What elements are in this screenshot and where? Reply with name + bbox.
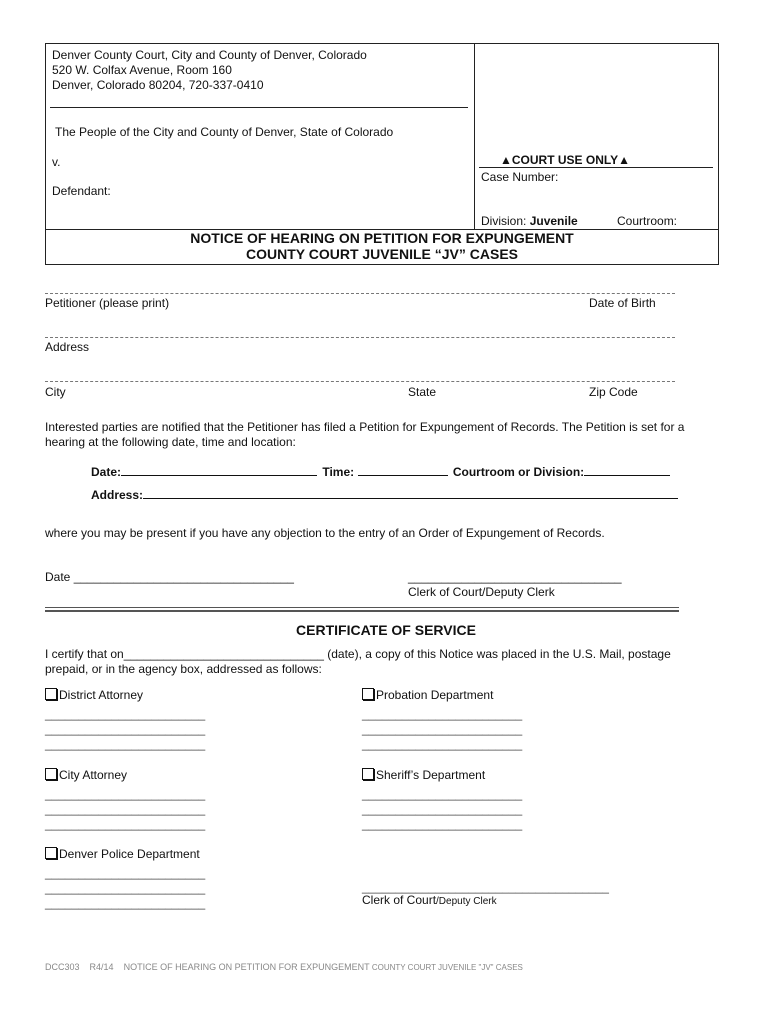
city-label: City [45,385,66,399]
footer-title: NOTICE OF HEARING ON PETITION FOR EXPUNGEMENT [123,962,370,972]
checkbox-icon[interactable] [45,768,57,780]
denver-police-address[interactable] [45,866,205,911]
recipient-label: City Attorney [59,768,128,782]
deputy-clerk-text: /Deputy Clerk [436,896,497,907]
versus-text: v. [52,155,61,169]
footer [45,962,523,972]
court-use-only: ▲COURT USE ONLY▲ [500,153,630,167]
recipient-label: Sheriff’s Department [376,768,486,782]
document-title [45,230,719,262]
division-field [481,214,578,228]
court-street: 520 W. Colfax Avenue, Room 160 [52,63,232,77]
title-line-2: COUNTY COURT JUVENILE “JV” CASES [245,246,518,262]
address-blank-line[interactable]: ________________________ [45,896,206,910]
address-blank-line[interactable]: ________________________ [362,737,523,751]
address-blank-line[interactable]: ________________________ [45,707,206,721]
address-blank-line[interactable]: ________________________ [45,787,206,801]
hearing-date-label: Date: [91,465,122,479]
state-label: State [408,385,437,399]
address-label: Address [45,340,90,354]
sheriff-address[interactable] [362,787,522,832]
hearing-date-field[interactable] [121,475,317,476]
zip-label: Zip Code [589,385,638,399]
recipient-label: Probation Department [376,688,494,702]
certify-line-1 [45,647,727,661]
certify-line-2: prepaid, or in the agency box, addressed as follows: [45,662,322,676]
recipient-sheriff[interactable] [362,768,485,782]
address-blank-line[interactable]: ________________________ [45,881,206,895]
checkbox-icon[interactable] [45,688,57,700]
caption-divider-vertical [474,43,475,229]
section-divider-top [45,607,679,608]
recipient-district-attorney[interactable] [45,688,143,702]
address-line[interactable] [45,337,675,338]
recipient-denver-police[interactable] [45,847,200,861]
certificate-clerk-label [362,893,497,909]
notice-date-field [45,570,294,584]
certificate-heading: CERTIFICATE OF SERVICE [296,622,476,638]
checkbox-icon[interactable] [362,768,374,780]
court-address-rule [50,107,468,108]
court-use-only-rule [479,167,713,168]
address-blank-line[interactable]: ________________________ [362,722,523,736]
address-blank-line[interactable]: ________________________ [45,722,206,736]
hearing-courtroom-label: Courtroom or Division: [452,465,585,479]
address-blank-line[interactable]: ________________________ [362,817,523,831]
hearing-address-field[interactable] [143,498,678,499]
probation-address[interactable] [362,707,522,752]
clerk-signature-label: Clerk of Court/Deputy Clerk [408,585,555,599]
objection-text: where you may be present if you have any objection to the entry of an Order of Expungement of Records. [45,526,605,540]
plaintiff-text: The People of the City and County of Denver, State of Colorado [55,125,394,139]
title-line-1: NOTICE OF HEARING ON PETITION FOR EXPUNGEMENT [190,230,574,246]
footer-subtitle: COUNTY COURT JUVENILE "JV" CASES [369,963,523,972]
recipient-label: Denver Police Department [59,847,200,861]
certify-on-text: I certify that on [45,647,124,661]
recipient-city-attorney[interactable] [45,768,127,782]
defendant-label: Defendant: [52,184,111,198]
recipient-label: District Attorney [59,688,144,702]
hearing-address-row [91,488,678,502]
certify-mail-text: (date), a copy of this Notice was placed in the U.S. Mail, postage [323,647,671,661]
notice-date-blank[interactable]: _________________________________ [73,570,294,584]
clerk-of-court-text: Clerk of Court [362,893,437,907]
certificate-clerk-signature-line[interactable]: _____________________________________ [362,880,609,894]
footer-revision: R4/14 [89,962,114,972]
case-number-label: Case Number: [481,170,559,184]
hearing-time-label: Time: [322,465,355,479]
address-blank-line[interactable]: ________________________ [362,787,523,801]
address-blank-line[interactable]: ________________________ [45,817,206,831]
hearing-address-label: Address: [91,488,144,502]
dob-label: Date of Birth [589,296,656,310]
city-attorney-address[interactable] [45,787,205,832]
petitioner-name-line[interactable] [45,293,675,294]
petitioner-name-label: Petitioner (please print) [45,296,170,310]
hearing-courtroom-field[interactable] [584,475,670,476]
footer-form-id: DCC303 [45,962,80,972]
city-state-zip-line[interactable] [45,381,675,382]
section-divider-bottom [45,610,679,612]
address-blank-line[interactable]: ________________________ [45,802,206,816]
address-blank-line[interactable]: ________________________ [45,866,206,880]
address-blank-line[interactable]: ________________________ [362,802,523,816]
certify-date-blank[interactable]: ______________________________ [123,647,324,661]
division-label: Division: [481,214,527,228]
court-city-phone: Denver, Colorado 80204, 720-337-0410 [52,78,264,92]
notice-date-label: Date [45,570,71,584]
district-attorney-address[interactable] [45,707,205,752]
notice-paragraph: Interested parties are notified that the Petitioner has filed a Petition for Expungement of Records. The Petition is set for a hearing at the following date, time and location: [45,420,685,449]
address-blank-line[interactable]: ________________________ [45,737,206,751]
division-value: Juvenile [529,214,578,228]
checkbox-icon[interactable] [45,847,57,859]
hearing-time-field[interactable] [358,475,448,476]
courtroom-label: Courtroom: [617,214,678,228]
court-name: Denver County Court, City and County of Denver, Colorado [52,48,367,62]
hearing-date-row [91,465,670,479]
checkbox-icon[interactable] [362,688,374,700]
address-blank-line[interactable]: ________________________ [362,707,523,721]
clerk-signature-line[interactable]: ________________________________ [408,570,622,584]
recipient-probation[interactable] [362,688,493,702]
